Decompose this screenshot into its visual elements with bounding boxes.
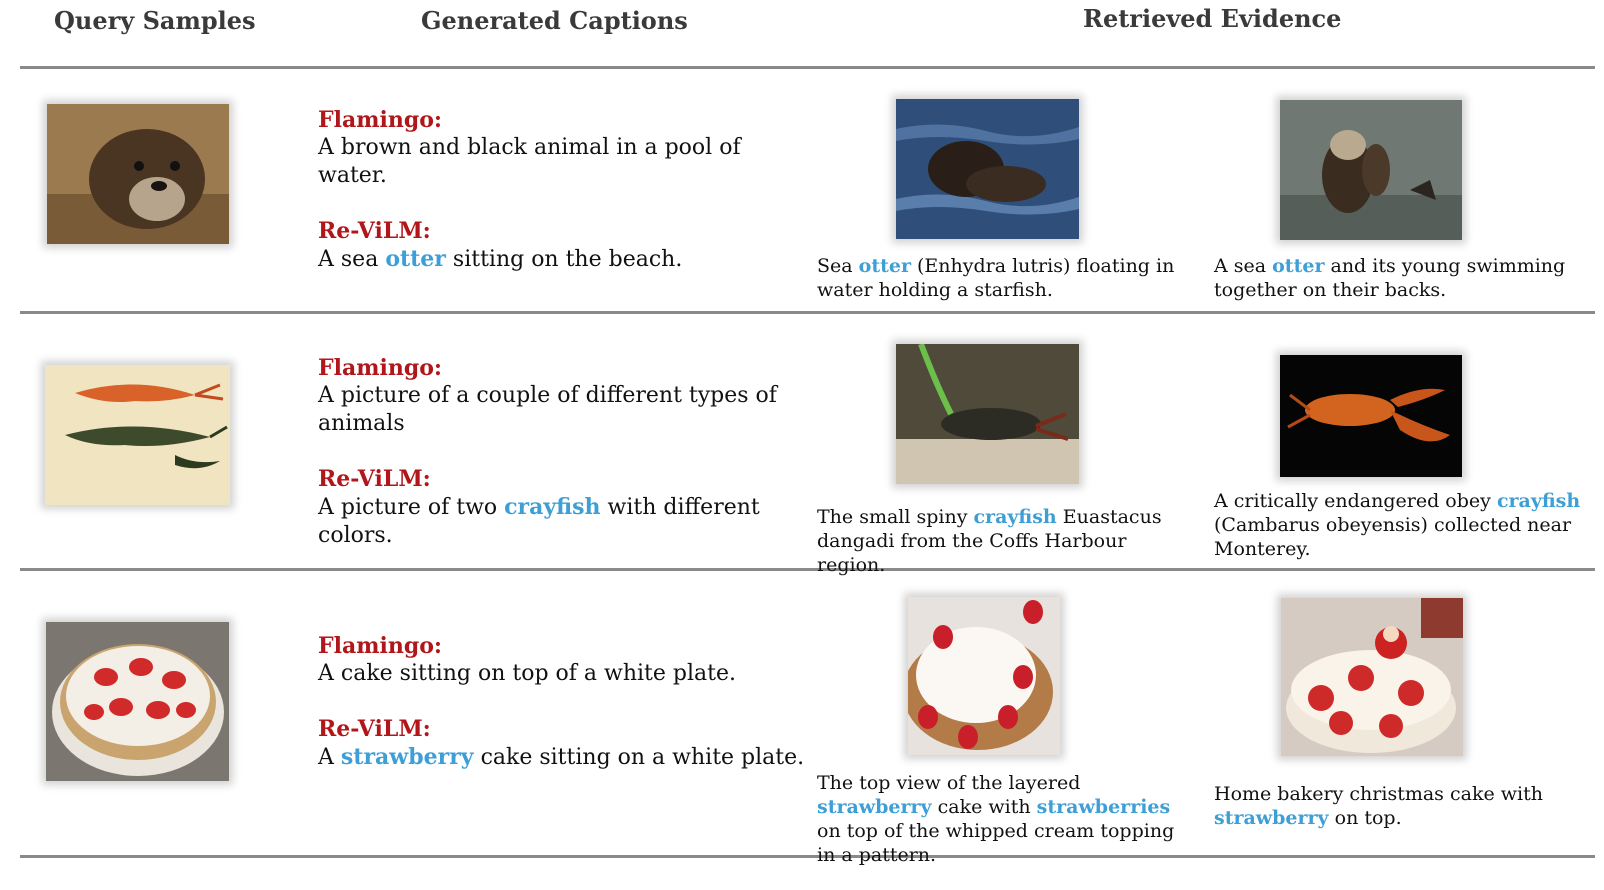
rule-row1 xyxy=(20,311,1595,314)
evidence-caption-row3-a xyxy=(817,771,1187,867)
caption-text: The small spiny xyxy=(817,506,974,528)
caption-text: and its young swimming together on their backs. xyxy=(1214,255,1566,301)
caption-text: on top of the whipped cream topping in a pattern. xyxy=(817,820,1175,866)
highlight-word: strawberry xyxy=(817,796,932,818)
highlight-word: crayfish xyxy=(973,506,1057,528)
model-label-revilm: Re-ViLM: xyxy=(318,218,431,244)
query-image-crayfish-illustration xyxy=(45,365,230,505)
header-retrieved-evidence: Retrieved Evidence xyxy=(1083,4,1342,33)
evidence-caption-row2-a xyxy=(817,505,1187,577)
evidence-caption-row1-a xyxy=(817,254,1187,302)
flamingo-caption: A cake sitting on top of a white plate. xyxy=(318,661,736,686)
flamingo-caption: A brown and black animal in a pool of water. xyxy=(318,135,741,188)
highlight-word: crayfish xyxy=(1496,490,1581,512)
evidence-image-christmas-cake xyxy=(1281,598,1463,756)
caption-text: on top. xyxy=(1328,807,1402,829)
caption-text: (Enhydra lutris) floating in water holding a starfish. xyxy=(817,255,1175,301)
caption-text: Sea xyxy=(817,255,859,277)
evidence-caption-row3-b xyxy=(1214,782,1584,830)
revilm-caption xyxy=(318,493,808,550)
header-generated-captions: Generated Captions xyxy=(421,6,688,35)
model-label-flamingo: Flamingo: xyxy=(318,633,443,659)
highlight-word: otter xyxy=(858,255,911,277)
query-image-strawberry-cake xyxy=(46,622,229,781)
highlight-word: otter xyxy=(1272,255,1325,277)
evidence-image-orange-crayfish xyxy=(1280,355,1462,477)
caption-block-row2 xyxy=(318,354,808,550)
flamingo-caption: A picture of a couple of different types of xyxy=(318,383,777,408)
caption-block-row1 xyxy=(318,106,808,274)
revilm-caption xyxy=(318,245,808,274)
evidence-caption-row1-b xyxy=(1214,254,1584,302)
query-image-otter xyxy=(47,104,229,244)
rule-bottom xyxy=(20,855,1595,858)
caption-text: Home bakery christmas cake with xyxy=(1214,783,1543,805)
caption-text: A xyxy=(318,745,341,770)
model-label-revilm: Re-ViLM: xyxy=(318,466,431,492)
model-label-flamingo: Flamingo: xyxy=(318,107,443,133)
caption-text: A picture of two xyxy=(318,495,505,520)
caption-text: with different colors. xyxy=(318,495,760,548)
revilm-caption xyxy=(318,743,808,772)
evidence-caption-row2-b xyxy=(1214,489,1584,561)
caption-text: sitting on the beach. xyxy=(445,247,683,272)
model-label-revilm: Re-ViLM: xyxy=(318,716,431,742)
evidence-image-sea-otter-floating xyxy=(896,99,1079,239)
caption-block-row3 xyxy=(318,632,808,772)
caption-text: A sea xyxy=(318,247,386,272)
caption-text: A critically endangered obey xyxy=(1214,490,1497,512)
highlight-word: crayfish xyxy=(504,494,601,520)
caption-text: cake with xyxy=(931,796,1037,818)
rule-top xyxy=(20,66,1595,69)
caption-text: A sea xyxy=(1214,255,1273,277)
evidence-image-layered-cake xyxy=(908,597,1060,755)
highlight-word: otter xyxy=(385,246,446,272)
evidence-image-spiny-crayfish xyxy=(896,344,1079,484)
caption-text: cake sitting on a white plate. xyxy=(473,745,805,770)
caption-text: (Cambarus obeyensis) collected near Monterey. xyxy=(1214,514,1572,560)
highlight-word: strawberries xyxy=(1036,796,1171,818)
evidence-image-sea-otter-young xyxy=(1280,100,1462,240)
caption-text: The top view of the layered xyxy=(817,772,1081,794)
model-label-flamingo: Flamingo: xyxy=(318,355,443,381)
highlight-word: strawberry xyxy=(1214,807,1329,829)
caption-text: Euastacus dangadi from the Coffs Harbour region. xyxy=(817,506,1162,576)
rule-row2 xyxy=(20,568,1595,571)
flamingo-caption: animals xyxy=(318,411,405,436)
highlight-word: strawberry xyxy=(340,744,474,770)
header-query-samples: Query Samples xyxy=(54,6,256,35)
